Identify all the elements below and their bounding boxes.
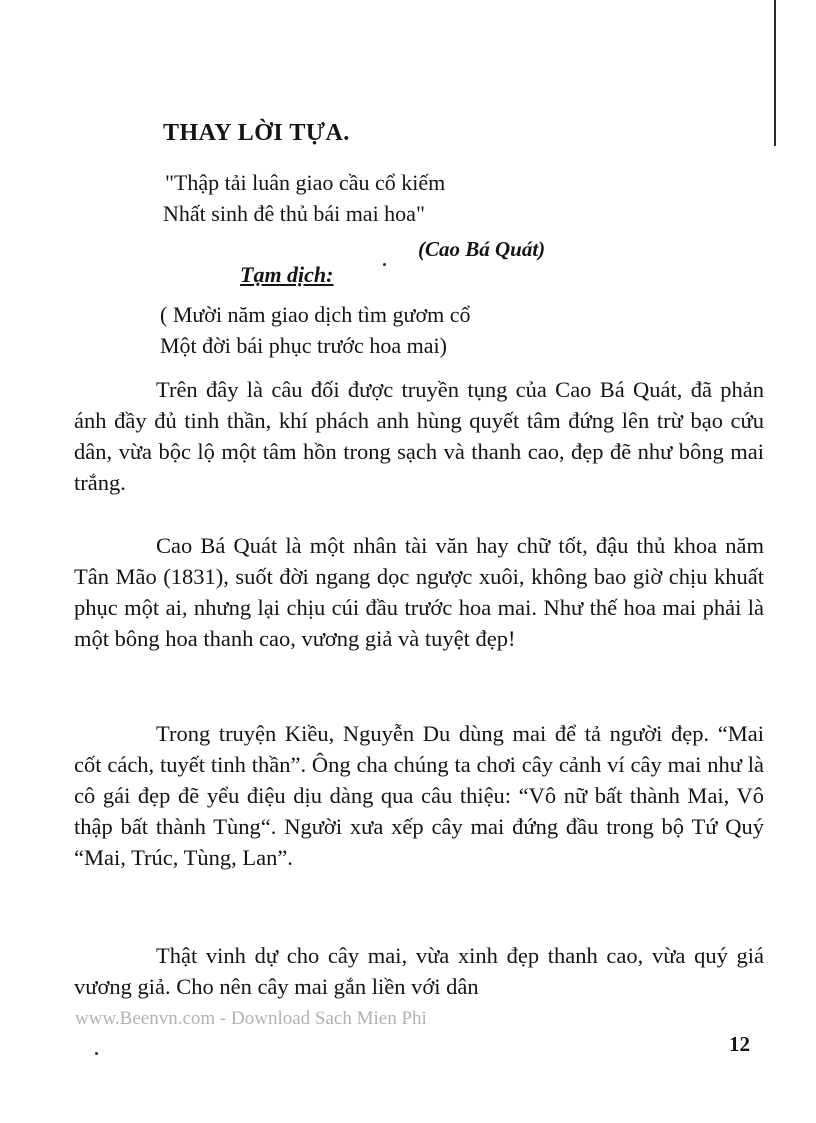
chapter-title: THAY LỜI TỰA. bbox=[163, 120, 350, 146]
margin-rule bbox=[774, 0, 776, 146]
epigraph-attribution: (Cao Bá Quát) bbox=[418, 237, 546, 261]
translation-line-2: Một đời bái phục trước hoa mai) bbox=[160, 333, 447, 358]
page-number: 12 bbox=[729, 1032, 750, 1056]
paragraph-4: Thật vinh dự cho cây mai, vừa xinh đẹp thanh cao, vừa quý giá vương giả. Cho nên cây mai gắn liền với dân bbox=[74, 943, 764, 999]
translation-line-1: ( Mười năm giao dịch tìm gươm cổ bbox=[160, 302, 471, 327]
epigraph-line-1: "Thập tải luân giao cầu cổ kiếm bbox=[165, 170, 446, 195]
translation-label-text: Tạm dịch bbox=[240, 262, 327, 287]
download-watermark: www.Beenvn.com - Download Sach Mien Phi bbox=[75, 1008, 427, 1029]
scan-speck bbox=[95, 1052, 98, 1055]
paragraph-3: Trong truyện Kiều, Nguyễn Du dùng mai để tả người đẹp. “Mai cốt cách, tuyết tinh thần”. Ông cha chúng ta chơi cây cảnh ví cây mai như là cô gái đẹp đẽ yểu điệu dịu dàng qua câu thiệu: “Vô nữ bất thành Mai, Vô thập bất thành Tùng“. Người xưa xếp cây mai đứng đầu trong bộ Tứ Quý “Mai, Trúc, Tùng, Lan”. bbox=[74, 721, 764, 870]
epigraph-line-2: Nhất sinh đê thủ bái mai hoa" bbox=[163, 201, 425, 226]
translation-label bbox=[240, 262, 334, 288]
paragraph-2: Cao Bá Quát là một nhân tài văn hay chữ tốt, đậu thủ khoa năm Tân Mão (1831), suốt đời ngang dọc ngược xuôi, không bao giờ chịu khuất phục một ai, nhưng lại chịu cúi đầu trước hoa mai. Như thế hoa mai phải là một bông hoa thanh cao, vương giả và tuyệt đẹp! bbox=[74, 533, 764, 651]
translation-label-colon: : bbox=[326, 262, 334, 287]
paragraph-1: Trên đây là câu đối được truyền tụng của Cao Bá Quát, đã phản ánh đầy đủ tinh thần, khí phách anh hùng quyết tâm đứng lên trừ bạo cứu dân, vừa bộc lộ một tâm hồn trong sạch và thanh cao, đẹp đẽ như bông mai trắng. bbox=[74, 377, 764, 495]
scan-speck bbox=[383, 263, 386, 266]
